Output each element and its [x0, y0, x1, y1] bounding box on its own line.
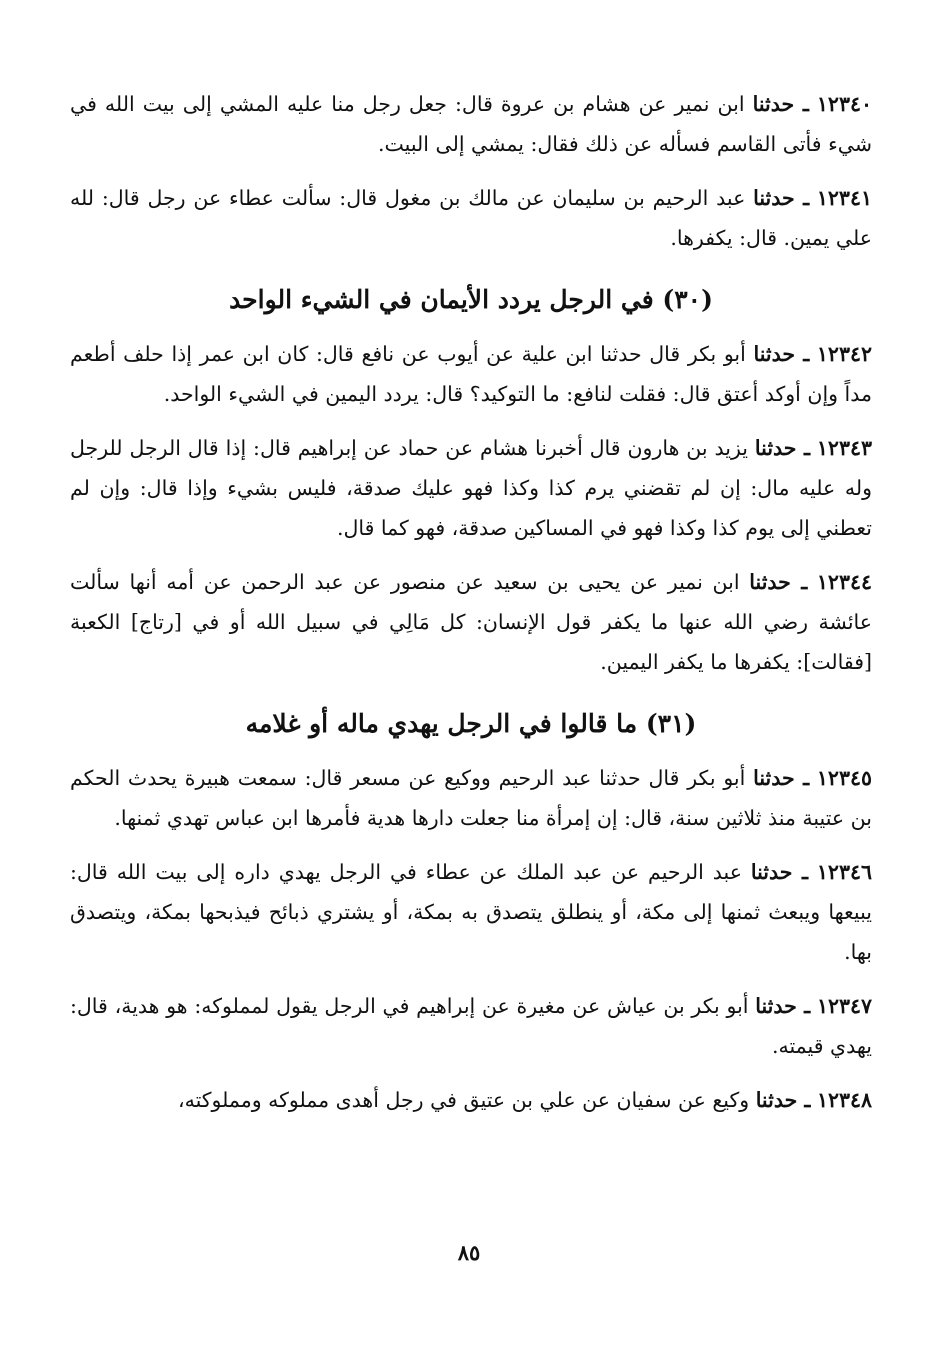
hadith-lead: ـ حدثنا	[750, 860, 808, 884]
hadith-lead: ـ حدثنا	[753, 186, 810, 210]
hadith-lead: ـ حدثنا	[755, 994, 811, 1018]
hadith-number: ١٢٣٤٦	[816, 860, 872, 884]
hadith-lead: ـ حدثنا	[753, 766, 810, 790]
hadith-12346	[70, 852, 872, 972]
hadith-lead: ـ حدثنا	[752, 92, 809, 116]
hadith-number: ١٢٣٤٧	[816, 994, 872, 1018]
hadith-number: ١٢٣٤٥	[816, 766, 872, 790]
hadith-number: ١٢٣٤٢	[816, 342, 872, 366]
section-heading-31: (٣١) ما قالوا في الرجل يهدي ماله أو غلامه	[245, 709, 697, 738]
hadith-text: يزيد بن هارون قال أخبرنا هشام عن حماد عن إبراهيم قال: إذا قال الرجل للرجل وله عليه مال: إن لم تقضني يرم كذا وكذا فهو عليك صدقة، فليس بشيء وإذا قال: وإن لم تعطني إلى يوم كذا وكذا فهو في المساكين صدقة، فهو كما قال.	[70, 436, 872, 540]
hadith-text: أبو بكر قال حدثنا ابن علية عن أيوب عن نافع قال: كان ابن عمر إذا حلف أطعم مداً وإن أوكد أعتق قال: فقلت لنافع: ما التوكيد؟ قال: يردد اليمين في الشيء الواحد.	[70, 342, 872, 406]
hadith-lead: ـ حدثنا	[749, 570, 808, 594]
hadith-number: ١٢٣٤٨	[816, 1088, 872, 1112]
hadith-12342	[70, 334, 872, 414]
hadith-12341	[70, 178, 872, 258]
hadith-12347	[70, 986, 872, 1066]
hadith-text: وكيع عن سفيان عن علي بن عتيق في رجل أهدى مملوكه ومملوكته،	[177, 1088, 750, 1112]
document-page	[70, 84, 872, 1134]
hadith-number: ١٢٣٤١	[816, 186, 872, 210]
hadith-12348	[70, 1080, 872, 1120]
hadith-text: أبو بكر بن عياش عن مغيرة عن إبراهيم في الرجل يقول لمملوكه: هو هدية، قال: يهدي قيمته.	[70, 994, 872, 1058]
hadith-text: ابن نمير عن هشام بن عروة قال: جعل رجل منا عليه المشي إلى بيت الله في شيء فأتى القاسم فسأله عن ذلك فقال: يمشي إلى البيت.	[70, 92, 872, 156]
hadith-12343	[70, 428, 872, 548]
hadith-text: عبد الرحيم عن عبد الملك عن عطاء في الرجل يهدي داره إلى بيت الله قال: يبيعها ويبعث ثمنها إلى مكة، أو ينطلق يتصدق به بمكة، أو يشتري ذبائح فيذبحها بمكة، ويتصدق بها.	[70, 860, 872, 964]
hadith-lead: ـ حدثنا	[755, 1088, 811, 1112]
hadith-text: ابن نمير عن يحيى بن سعيد عن منصور عن عبد الرحمن عن أمه أنها سألت عائشة رضي الله عنها ما يكفر قول الإنسان: كل مَالِي في سبيل الله أو في [رتاج] الكعبة [فقالت]: يكفرها ما يكفر اليمين.	[70, 570, 872, 674]
hadith-number: ١٢٣٤٣	[816, 436, 872, 460]
hadith-number: ١٢٣٤٤	[816, 570, 872, 594]
hadith-lead: ـ حدثنا	[754, 436, 811, 460]
hadith-text: أبو بكر قال حدثنا عبد الرحيم ووكيع عن مسعر قال: سمعت هبيرة يحدث الحكم بن عتيبة منذ ثلاثين سنة، قال: إن إمرأة منا جعلت دارها هدية فأمرها ابن عباس تهدي ثمنها.	[70, 766, 872, 830]
hadith-text: عبد الرحيم بن سليمان عن مالك بن مغول قال: سألت عطاء عن رجل قال: لله علي يمين. قال: يكفرها.	[70, 186, 872, 250]
page-number: ٨٥	[457, 1240, 481, 1265]
hadith-number: ١٢٣٤٠	[816, 92, 872, 116]
section-heading-30: (٣٠) في الرجل يردد الأيمان في الشيء الواحد	[229, 285, 713, 314]
hadith-12345	[70, 758, 872, 838]
hadith-lead: ـ حدثنا	[753, 342, 810, 366]
hadith-12344	[70, 562, 872, 682]
hadith-12340	[70, 84, 872, 164]
